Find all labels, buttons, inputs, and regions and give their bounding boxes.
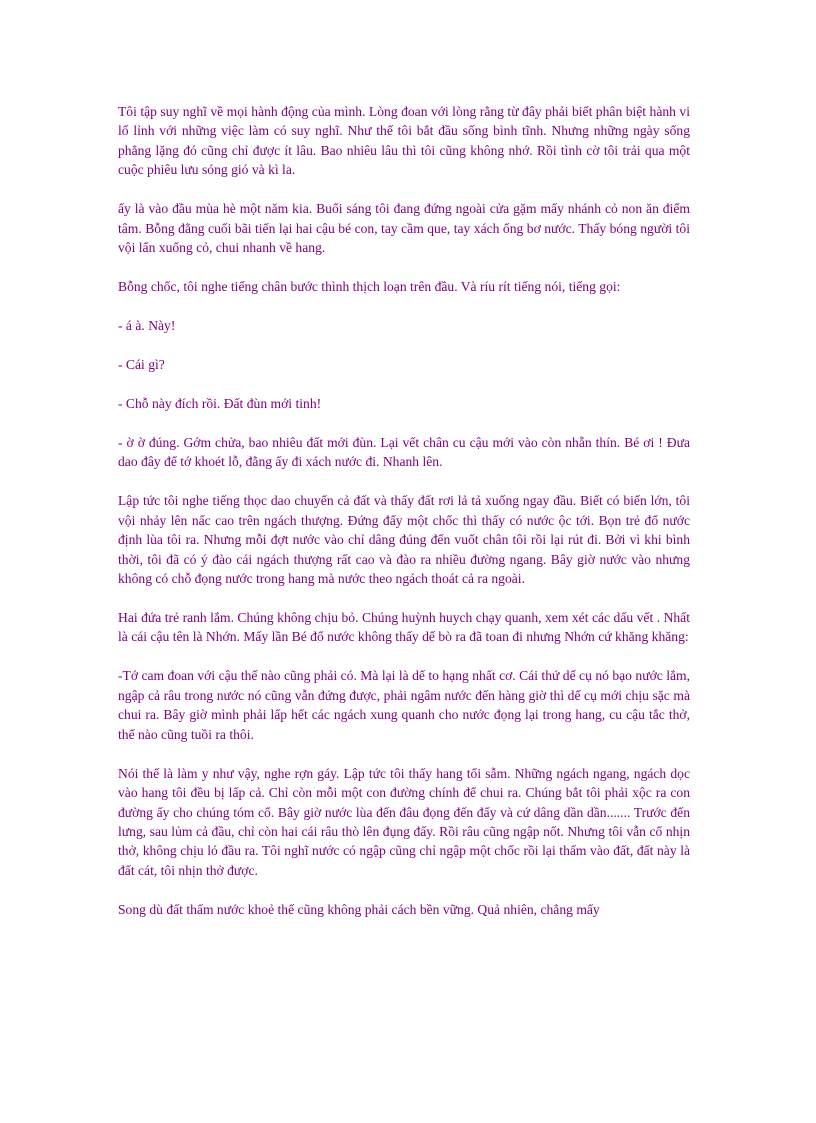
paragraph-2: ấy là vào đầu mùa hè một năm kia. Buổi sáng tôi đang đứng ngoài cửa gặm mấy nhánh cỏ non ăn điểm tâm. Bỗng đằng cuối bãi tiến lại hai cậu bé con, tay cầm que, tay xách ống bơ nước. Thấy bóng người tôi vội lẩn xuống cỏ, chui nhanh về hang. — [118, 201, 690, 256]
dialogue-line-4: - ờ ờ đúng. Gớm chửa, bao nhiêu đất mới đùn. Lại vết chân cu cậu mới vào còn nhẵn thín. Bé ơi ! Đưa dao đây để tớ khoét lỗ, đằng ấy đi xách nước đi. Nhanh lên. — [118, 435, 690, 470]
paragraph-3: Bỗng chốc, tôi nghe tiếng chân bước thình thịch loạn trên đầu. Và ríu rít tiếng nói, tiếng gọi: — [118, 279, 621, 295]
document-page — [118, 102, 690, 939]
paragraph-8: Lập tức tôi nghe tiếng thọc dao chuyển cả đất và thấy đất rơi lả tả xuống ngay đầu. Biết có biến lớn, tôi vội nhảy lên nấc cao trên ngách thượng. Đứng đấy một chốc thì thấy có nước ộc tới. Bọn trẻ đổ nước định lùa tôi ra. Nhưng mỗi đợt nước vào chỉ dâng đúng đến vuốt chân tôi rồi lại rút đi. Bởi vì khi bình thời, tôi đã có ý đào cái ngách thượng rất cao và đào ra nhiều đường ngang. Bây giờ nước vào nhưng không có chỗ đọng nước trong hang mà nước theo ngách thoát cả ra ngoài. — [118, 493, 690, 587]
dialogue-line-1: - á à. Này! — [118, 318, 176, 334]
paragraph-12: Song dù đất thấm nước khoẻ thế cũng không phải cách bền vững. Quả nhiên, chẳng mấy — [118, 901, 600, 917]
paragraph-10: -Tớ cam đoan với cậu thế nào cũng phải có. Mà lại là dế to hạng nhất cơ. Cái thứ dế cụ nó bạo nước lắm, ngập cả râu trong nước nó cũng vẫn đứng được, phải ngâm nước đến hàng giờ thì dế cụ mới chịu sặc mà chui ra. Bây giờ mình phải lấp hết các ngách xung quanh cho nước đọng lại trong hang, cu cậu tắc thở, thế nào cũng tuồi ra thôi. — [118, 668, 690, 742]
paragraph-11: Nói thế là làm y như vậy, nghe rợn gáy. Lập tức tôi thấy hang tối sẫm. Những ngách ngang, ngách dọc vào hang tôi đều bị lấp cả. Chỉ còn mỗi một con đường chính để chui ra. Chúng bắt tôi phải xộc ra con đường ấy cho chúng tóm cổ. Bây giờ nước lùa đến đâu đọng đến đấy và cứ dâng dần dần....... Trước đến lưng, sau lủm cả đầu, chỉ còn hai cái râu thò lên đụng đấy. Rồi râu cũng ngập nốt. Nhưng tôi vẫn cố nhịn thở, không chịu ló đầu ra. Tôi nghĩ nước có ngập cũng chỉ ngập một chốc rồi lại thấm vào đất, đất này là đất cát, tôi nhịn thở được. — [118, 765, 690, 878]
paragraph-9: Hai đứa trẻ ranh lắm. Chúng không chịu bỏ. Chúng huỳnh huych chạy quanh, xem xét các dấu vết . Nhất là cái cậu tên là Nhớn. Mấy lần Bé đổ nước không thấy dế bò ra đã toan đi nhưng Nhớn cứ khăng khăng: — [118, 610, 690, 645]
dialogue-line-2: - Cái gì? — [118, 357, 165, 373]
paragraph-1: Tôi tập suy nghĩ về mọi hành động của mình. Lòng đoan với lòng rằng từ đây phải biết phân biệt hành vi lố lỉnh với những việc làm có suy nghĩ. Như thế tôi bắt đầu sống bình tĩnh. Nhưng những ngày sống phẳng lặng đó cũng chỉ được ít lâu. Bao nhiêu lâu thì tôi cũng không nhớ. Rồi tình cờ tôi trải qua một cuộc phiêu lưu sóng gió và kì la. — [118, 104, 690, 178]
dialogue-line-3: - Chỗ này đích rồi. Đất đùn mới tinh! — [118, 396, 322, 412]
